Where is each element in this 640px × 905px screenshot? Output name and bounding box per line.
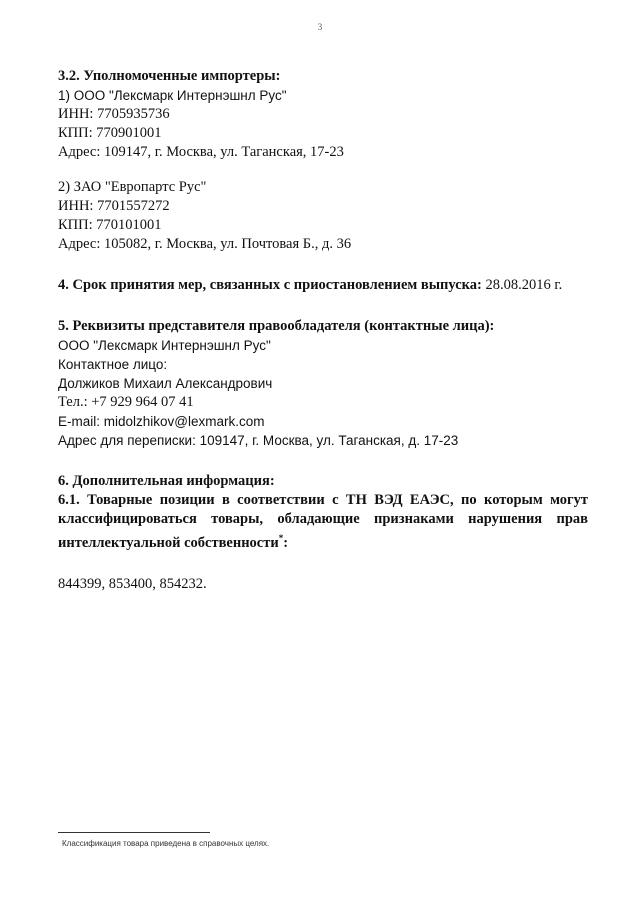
- importer-2-name: 2) ЗАО "Европартс Рус": [58, 179, 207, 195]
- importer-2-address: Адрес: 105082, г. Москва, ул. Почтовая Б., д. 36: [58, 236, 352, 252]
- page-number: 3: [317, 22, 323, 32]
- section-3-2-heading: 3.2. Уполномоченные импортеры:: [58, 68, 281, 84]
- footnote-text: Классификация товара приведена в справочных целях.: [62, 839, 270, 848]
- section-6-1-colon: :: [283, 534, 289, 551]
- section-6-1-line-3: [58, 529, 588, 553]
- importer-1-kpp: КПП: 770901001: [58, 125, 162, 141]
- document-body: [58, 67, 588, 594]
- tariff-codes: 844399, 853400, 854232.: [58, 575, 207, 592]
- section-4-heading: 4. Срок принятия мер, связанных с приостановлением выпуска:: [58, 277, 482, 293]
- footnote-marker: *: [278, 533, 284, 543]
- section-6-1-line-2: классифицироваться товары, обладающие признаками нарушения прав: [58, 511, 588, 527]
- section-4: [58, 276, 588, 295]
- contact-phone: Тел.: +7 929 964 07 41: [58, 394, 194, 410]
- footnote-divider: [58, 832, 210, 833]
- importer-1-name: 1) ООО "Лексмарк Интернэшнл Рус": [58, 88, 287, 103]
- section-6-heading: 6. Дополнительная информация:: [58, 473, 275, 489]
- section-5-heading: 5. Реквизиты представителя правообладателя (контактные лица):: [58, 318, 495, 334]
- importer-1-address: Адрес: 109147, г. Москва, ул. Таганская, 17-23: [58, 144, 344, 160]
- section-6-1-line-3-text: интеллектуальной собственности: [58, 534, 279, 551]
- importer-2-kpp: КПП: 770101001: [58, 217, 162, 233]
- importer-1-inn: ИНН: 7705935736: [58, 106, 170, 122]
- representative-company: ООО "Лексмарк Интернэшнл Рус": [58, 338, 271, 353]
- section-4-value: 28.08.2016 г.: [485, 277, 563, 293]
- contact-label: Контактное лицо:: [58, 357, 168, 372]
- importer-2-inn: ИНН: 7701557272: [58, 198, 170, 214]
- mailing-address: Адрес для переписки: 109147, г. Москва, ул. Таганская, д. 17-23: [58, 433, 459, 448]
- section-6-1-line-1: 6.1. Товарные позиции в соответствии с ТН ВЭД ЕАЭС, по которым могут: [58, 492, 588, 508]
- contact-email: E-mail: midolzhikov@lexmark.com: [58, 414, 265, 429]
- contact-name: Должиков Михаил Александрович: [58, 376, 273, 391]
